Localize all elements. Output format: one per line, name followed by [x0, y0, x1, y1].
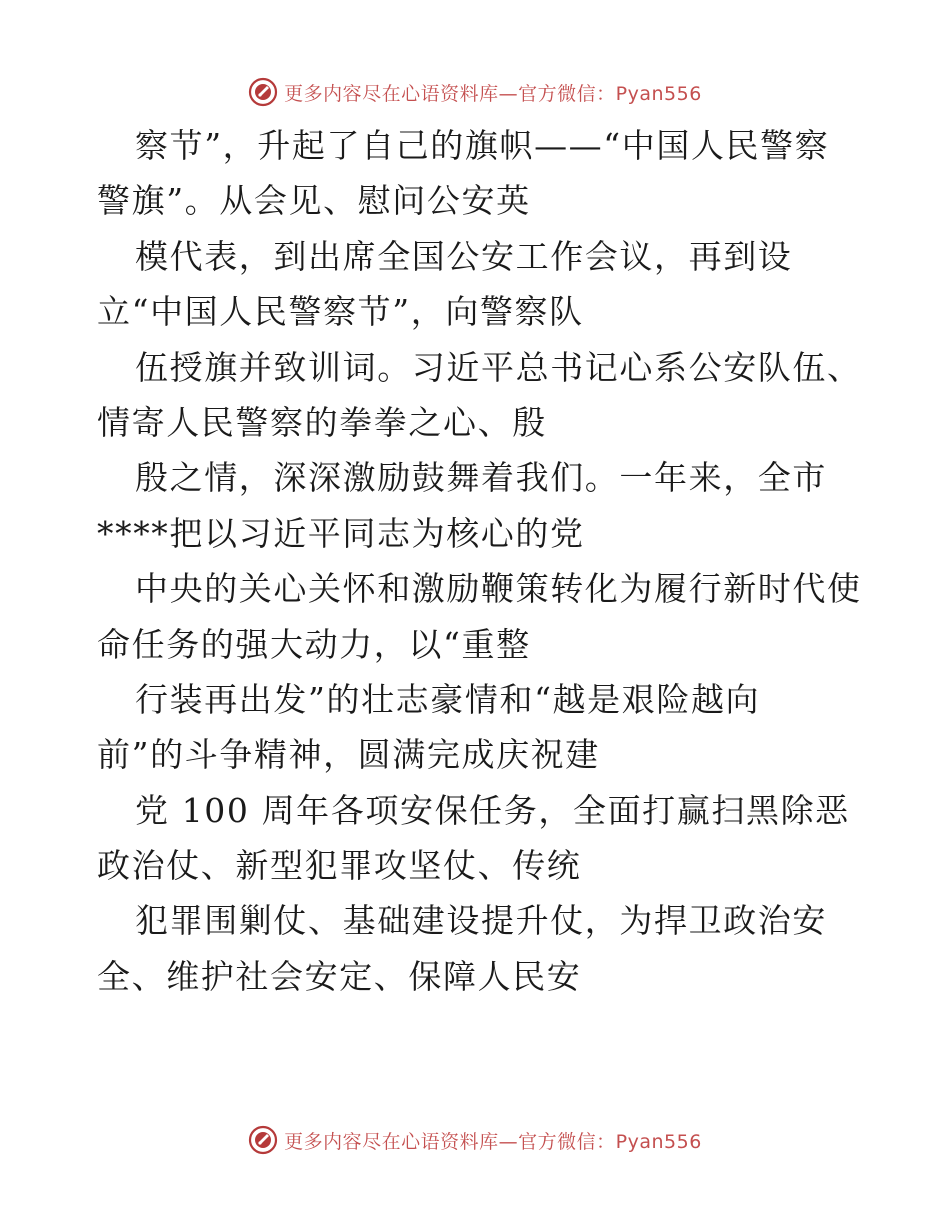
text-line: 立“中国人民警察节”，向警察队: [97, 292, 584, 332]
seal-logo-icon: [248, 77, 278, 107]
header-banner[interactable]: [0, 72, 950, 112]
text-line: 犯罪围剿仗、基础建设提升仗，为捍卫政治安: [135, 901, 827, 941]
text-line: 行装再出发”的壮志豪情和“越是艰险越向: [135, 679, 761, 719]
footer-banner[interactable]: [0, 1120, 950, 1160]
text-line: 中央的关心关怀和激励鞭策转化为履行新时代使: [135, 569, 862, 609]
footer-banner-text: 更多内容尽在心语资料库—官方微信：Pyan556: [284, 1130, 702, 1153]
seal-logo-icon: [248, 1125, 278, 1155]
text-line: 模代表，到出席全国公安工作会议，再到设: [135, 236, 793, 276]
text-line: 前”的斗争精神，圆满完成庆祝建: [97, 735, 600, 775]
text-line: 情寄人民警察的拳拳之心、殷: [97, 402, 547, 442]
text-line: 殷之情，深深激励鼓舞着我们。一年来，全市: [135, 458, 827, 498]
text-line: 政治仗、新型犯罪攻坚仗、传统: [97, 846, 582, 886]
text-line: 伍授旗并致训词。习近平总书记心系公安队伍、: [135, 347, 862, 387]
header-banner-text: 更多内容尽在心语资料库—官方微信：Pyan556: [284, 82, 702, 105]
text-line: ****把以习近平同志为核心的党: [97, 513, 585, 553]
text-line: 党 100 周年各项安保任务，全面打赢扫黑除恶: [135, 790, 850, 830]
document-body: [97, 118, 867, 1004]
text-line: 命任务的强大动力，以“重整: [97, 624, 531, 664]
text-line: 警旗”。从会见、慰问公安英: [97, 181, 531, 221]
text-line: 察节”，升起了自己的旗帜——“中国人民警察: [135, 126, 830, 165]
text-line: 全、维护社会安定、保障人民安: [97, 956, 582, 996]
